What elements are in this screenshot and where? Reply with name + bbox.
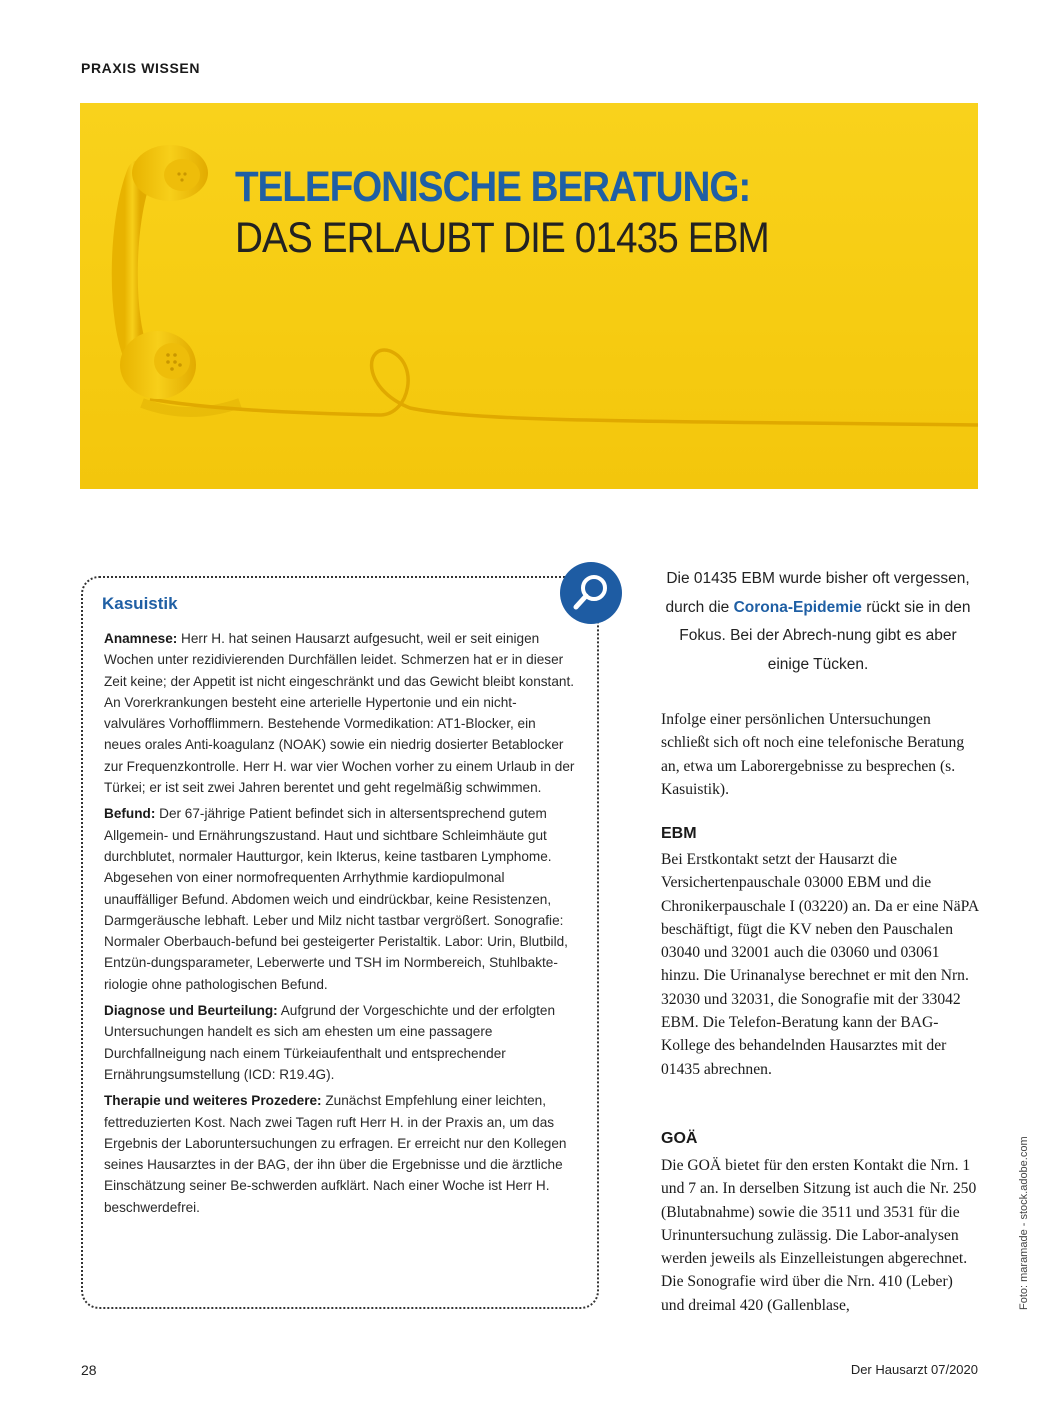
photo-credit: Foto: maramade - stock.adobe.com [1018, 1136, 1030, 1310]
paragraph-label: Befund: [104, 806, 156, 822]
paragraph-text: Zunächst Empfehlung einer leichten, fettreduzierten Kost. Nach zwei Tagen ruft Herr H. in der Praxis an, um das Ergebnis der Laboruntersuchungen zu erfragen. Er erreicht nur den Kollegen seines Hausarztes in der BAG, der ihn über die Ergebnisse und die ärztliche Einschätzung seiner Be-schwerden aufklärt. Nach einer Woche ist Herr H. beschwerdefrei. [104, 1093, 567, 1215]
case-paragraph-diagnose [104, 1000, 576, 1085]
case-study-body [104, 628, 576, 1223]
article-paragraph-ebm: Bei Erstkontakt setzt der Hausarzt die Versichertenpauschale 03000 EBM und die Chronikerpauschale I (03220) an. Da er eine NäPA beschäftigt, fügt die KV neben den Pauschalen 03040 und 32001 auch die 03060 und 03061 hinzu. Die Urinanalyse berechnet er mit den Nrn. 32030 und 32031, die Sonografie mit der 33042 EBM. Die Telefon-Beratung kann der BAG-Kollege des behandelnden Hausarztes mit der 01435 abrechnen. [661, 851, 979, 1078]
paragraph-text: Der 67-jährige Patient befindet sich in altersentsprechend gutem Allgemein- und Ernährungszustand. Haut und sichtbare Schleimhäute gut durchblutet, normaler Hautturgor, kein Ikterus, keine tastbaren Lymphome. Abgesehen von einer normofrequenten Arrhythmie kardiopulmonal unauffälliger Befund. Abdomen weich und eindrückbar, keine Resistenzen, Darmgeräusche lebhaft. Leber und Milz nicht tastbar vergrößert. Sonografie: Normaler Oberbauch-befund bei gesteigerter Peristaltik. Labor: Urin, Blutbild, Entzün-dungsparameter, Leberwerte und TSH im Normbereich, Stuhlbakte-riologie ohne pathologischen Befund. [104, 806, 568, 992]
article-paragraph-intro: Infolge einer persönlichen Untersuchungen schließt sich oft noch eine telefonische Beratung an, etwa um Laborergebnisse zu besprechen (s. Kasuistik). [661, 711, 965, 798]
subheading-ebm: EBM [661, 825, 697, 842]
article-paragraph-goa: Die GOÄ bietet für den ersten Kontakt die Nrn. 1 und 7 an. In derselben Sitzung ist auch die Nr. 250 (Blutabnahme) sowie die 3511 und 3531 für die Urinuntersuchung zulässig. Die Labor-analysen werden jeweils als Einzelleistungen abgerechnet. Die Sonografie wird über die Nrn. 410 (Leber) und dreimal 420 (Gallenblase, [661, 1157, 977, 1314]
paragraph-label: Anamnese: [104, 631, 178, 646]
paragraph-text: Herr H. hat seinen Hausarzt aufgesucht, weil er seit einigen Wochen unter rezidivierenden Durchfällen leidet. Schmerzen hat er in dieser Zeit keine; der Appetit ist nicht eingeschränkt und das Gewicht bleibt konstant. An Vorerkrankungen besteht eine arterielle Hypertonie und ein nicht-valvuläres Vorhofflimmern. Bestehende Vormedikation: AT1-Blocker, ein neues orales Anti-koagulanz (NOAK) sowie ein niedrig dosierter Betablocker zur Frequenzkontrolle. Herr H. war vier Wochen vorher zu einem Urlaub in der Türkei; er ist seit zwei Jahren berentet und geht regelmäßig schwimmen. [104, 631, 575, 796]
section-label: PRAXIS WISSEN [81, 60, 201, 76]
intro-text: rückt sie in den Fokus. Bei der Abrech-nung gibt es aber einige Tücken. [679, 598, 971, 673]
case-paragraph-anamnese [104, 628, 576, 798]
telephone-receiver-icon [80, 103, 978, 489]
intro-highlight: Corona-Epidemie [733, 598, 862, 616]
paragraph-text: Aufgrund der Vorgeschichte und der erfolgten Untersuchungen handelt es sich am ehesten um eine passagere Durchfallneigung nach einem Türkeiaufenthalt und entsprechender Ernährungsumstellung (ICD: R19.4G). [104, 1003, 556, 1082]
article-intro [657, 565, 979, 679]
title-line-2: DAS ERLAUBT DIE 01435 EBM [235, 214, 769, 263]
case-paragraph-therapie [104, 1090, 576, 1218]
hero-image [80, 103, 978, 489]
issue-label: Der Hausarzt 07/2020 [850, 1362, 978, 1377]
case-paragraph-befund [104, 803, 576, 995]
case-study-title: Kasuistik [102, 594, 178, 613]
subheading-goa: GOÄ [661, 1130, 698, 1147]
title-line-1: TELEFONISCHE BERATUNG: [235, 163, 751, 211]
intro-text: Die 01435 EBM wurde bisher oft vergessen, durch die [665, 570, 970, 616]
paragraph-label: Diagnose und Beurteilung: [104, 1003, 278, 1019]
article-title [235, 165, 828, 261]
paragraph-label: Therapie und weiteres Prozedere: [104, 1093, 322, 1109]
page-number: 28 [81, 1362, 97, 1378]
search-icon [560, 562, 622, 624]
